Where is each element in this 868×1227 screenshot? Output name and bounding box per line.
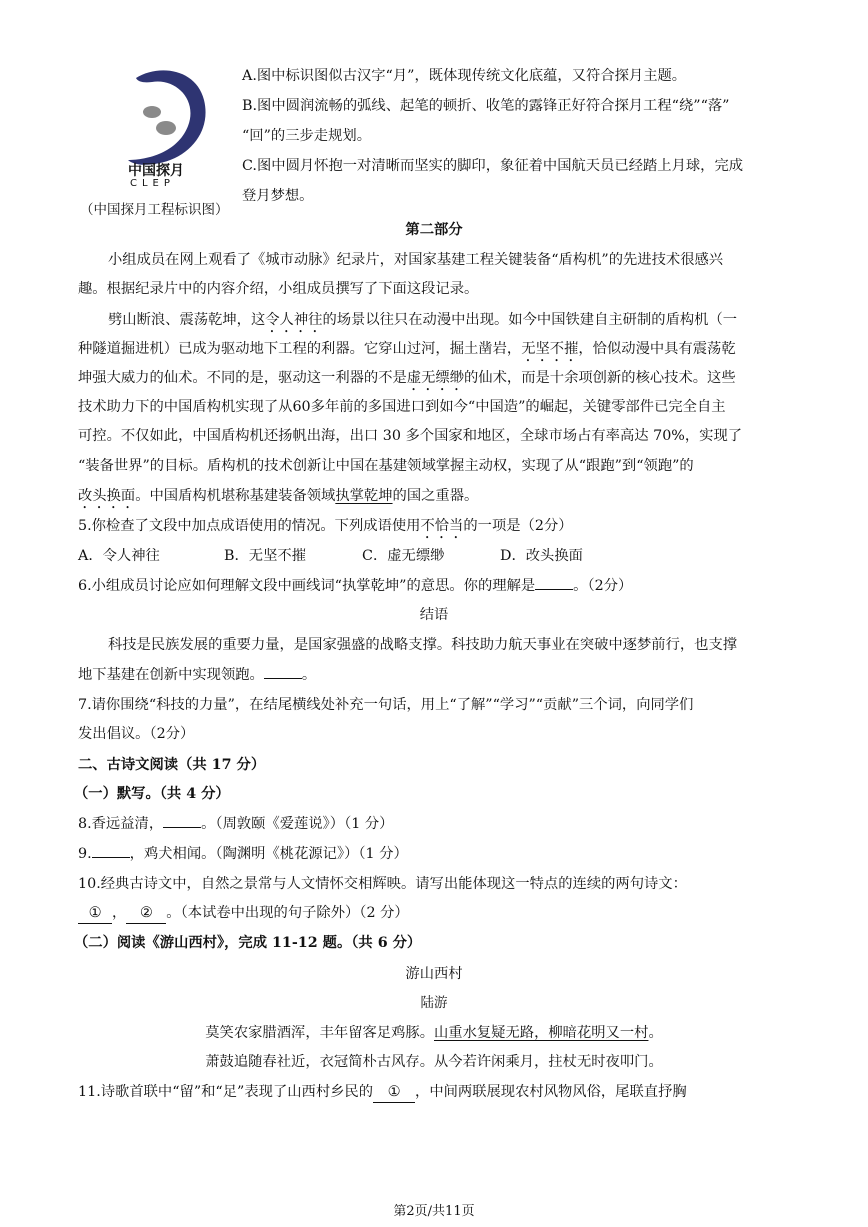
passage-text: 种隧道掘进机）已成为驱动地下工程的利器。它穿山过河，掘土凿岩， (78, 341, 522, 357)
answer-blank[interactable] (264, 678, 302, 679)
idiom-a: 令人神往 (265, 312, 323, 328)
poem-text: 。 (648, 1025, 663, 1041)
poem-line-2: 萧鼓追随春社近，衣冠简朴古风存。从今若许闲乘月，拄杖无时夜叩门。 (205, 1054, 663, 1070)
logo-caption: （中国探月工程标识图） (80, 202, 229, 218)
answer-blank[interactable]: ① (373, 1082, 415, 1103)
logo-text-cn: 中国探月 (128, 163, 184, 179)
conclusion-line-1: 科技是民族发展的重要力量，是国家强盛的战略支撑。科技助力航天事业在突破中逐梦前行，也支撑 (108, 637, 738, 653)
answer-blank[interactable] (92, 857, 130, 858)
q9-num: 9. (78, 846, 92, 862)
part2-intro-2: 趣。根据纪录片中的内容介绍，小组成员撰写了下面这段记录。 (78, 281, 479, 297)
passage-text: 的仙术，而是十余项创新的核心技术。这些 (464, 370, 736, 386)
option-b-cont: “回”的三步走规划。 (242, 128, 371, 144)
q8-source: 。（周敦颐《爱莲说》）（1 分） (201, 816, 394, 832)
answer-blank[interactable] (163, 827, 201, 828)
passage-text: 。中国盾构机堪称基建装备领域 (135, 488, 336, 504)
q5-stem: 5.你检查了文段中加点成语使用的情况。下列成语使用 (78, 518, 421, 534)
q8-stem: 8.香远益清， (78, 816, 164, 832)
option-c-cont: 登月梦想。 (242, 188, 314, 204)
question-10: 10.经典古诗文中，自然之景常与人文情怀交相辉映。请写出能体现这一特点的连续的两句诗文： (78, 876, 687, 892)
q9-stem: ，鸡犬相闻。（陶渊明《桃花源记》）（1 分） (129, 846, 408, 862)
question-9 (78, 844, 408, 864)
conclusion-text: 地下基建在创新中实现领跑。 (78, 667, 264, 683)
passage-line-3 (78, 368, 736, 394)
passage-text: 劈山断浪、震荡乾坤，这 (108, 312, 266, 328)
answer-blank[interactable] (535, 589, 573, 590)
section2-sub2: （二）阅读《游山西村》，完成 11-12 题。（共 6 分） (74, 935, 422, 951)
passage-line-2 (78, 339, 736, 365)
passage-text: 的国之重器。 (392, 488, 479, 504)
idiom-d: 改头换面 (78, 488, 136, 504)
passage-text: 坤强大威力的仙术。不同的是，驱动这一利器的不是 (78, 370, 407, 386)
poem-text: 莫笑农家腊酒浑，丰年留客足鸡豚。 (205, 1025, 434, 1041)
poem-line-1 (0, 1023, 868, 1043)
section2-sub1: （一）默写。（共 4 分） (74, 786, 230, 802)
option-c-text: C.图中圆月怀抱一对清晰而坚实的脚印，象征着中国航天员已经踏上月球，完成 (242, 158, 744, 174)
conclusion-text: 。 (301, 667, 317, 683)
part2-heading: 第二部分 (405, 222, 463, 238)
part2-intro-1: 小组成员在网上观看了《城市动脉》纪录片，对国家基建工程关键装备“盾构机”的先进技术很感兴 (108, 252, 724, 268)
conclusion-line-2 (78, 665, 316, 685)
clep-logo (118, 60, 218, 200)
question-5 (78, 516, 573, 542)
question-10-blanks (78, 903, 409, 924)
q5-emphasis: 不恰当 (420, 518, 464, 534)
answer-blank-2[interactable]: ② (126, 903, 166, 924)
conclusion-heading: 结语 (419, 607, 449, 623)
q5-option-c: C．虚无缥缈 (362, 548, 445, 564)
section2-heading: 二、古诗文阅读（共 17 分） (78, 757, 266, 773)
passage-line-7 (78, 486, 478, 512)
q10-sep: ， (112, 905, 127, 921)
page-footer: 第2页/共11页 (393, 1204, 475, 1219)
answer-blank-1[interactable]: ① (78, 903, 112, 924)
option-a-text: A.图中标识图似古汉字“月”，既体现传统文化底蕴，又符合探月主题。 (242, 68, 687, 84)
q5-option-d: D．改头换面 (500, 548, 583, 564)
question-7: 7.请你围绕“科技的力量”，在结尾横线处补充一句话，用上“了解”“学习”“贡献”三个词，向同学们 (78, 697, 694, 713)
q10-note: 。（本试卷中出现的句子除外）（2 分） (166, 905, 409, 921)
question-7-cont: 发出倡议。（2分） (78, 726, 195, 742)
passage-text: ，恰似动漫中具有震荡乾 (578, 341, 736, 357)
q11-stem-cont: ，中间两联展现农村风物风俗，尾联直抒胸 (415, 1084, 687, 1100)
idiom-b: 无坚不摧 (521, 341, 579, 357)
idiom-c: 虚无缥缈 (406, 370, 465, 386)
poem-title: 游山西村 (405, 966, 463, 982)
question-8 (78, 814, 393, 834)
q5-points: 的一项是（2分） (463, 518, 573, 534)
option-b-text: B.图中圆润流畅的弧线、起笔的顿折、收笔的露锋正好符合探月工程“绕”“落” (242, 98, 730, 114)
passage-text: 的场景以往只在动漫中出现。如今中国铁建自主研制的盾构机（一 (322, 312, 738, 328)
poem-underlined: 山重水复疑无路，柳暗花明又一村 (434, 1025, 649, 1041)
q11-stem: 11.诗歌首联中“留”和“足”表现了山西村乡民的 (78, 1084, 374, 1100)
q5-option-b: B．无坚不摧 (224, 548, 306, 564)
poem-author: 陆游 (420, 995, 448, 1011)
passage-line-6: “装备世界”的目标。盾构机的技术创新让中国在基建领域掌握主动权，实现了从“跟跑”到“领跑”的 (78, 458, 694, 474)
logo-text-en: CLEP (130, 178, 175, 189)
passage-line-4: 技术助力下的中国盾构机实现了从60多年前的多国进口到如今“中国造”的崛起，关键零部件已完全自主 (78, 399, 726, 415)
question-11 (78, 1082, 687, 1103)
q6-points: 。（2分） (573, 578, 633, 594)
passage-line-5: 可控。不仅如此，中国盾构机还扬帆出海，出口 30 多个国家和地区，全球市场占有率高达 70%，实现了 (78, 428, 743, 444)
passage-line-1 (108, 310, 737, 336)
q6-stem: 6.小组成员讨论应如何理解文段中画线词“执掌乾坤”的意思。你的理解是 (78, 578, 536, 594)
underlined-phrase: 执掌乾坤 (335, 488, 393, 504)
question-6 (78, 576, 632, 596)
q5-option-a: A．令人神往 (78, 548, 160, 564)
